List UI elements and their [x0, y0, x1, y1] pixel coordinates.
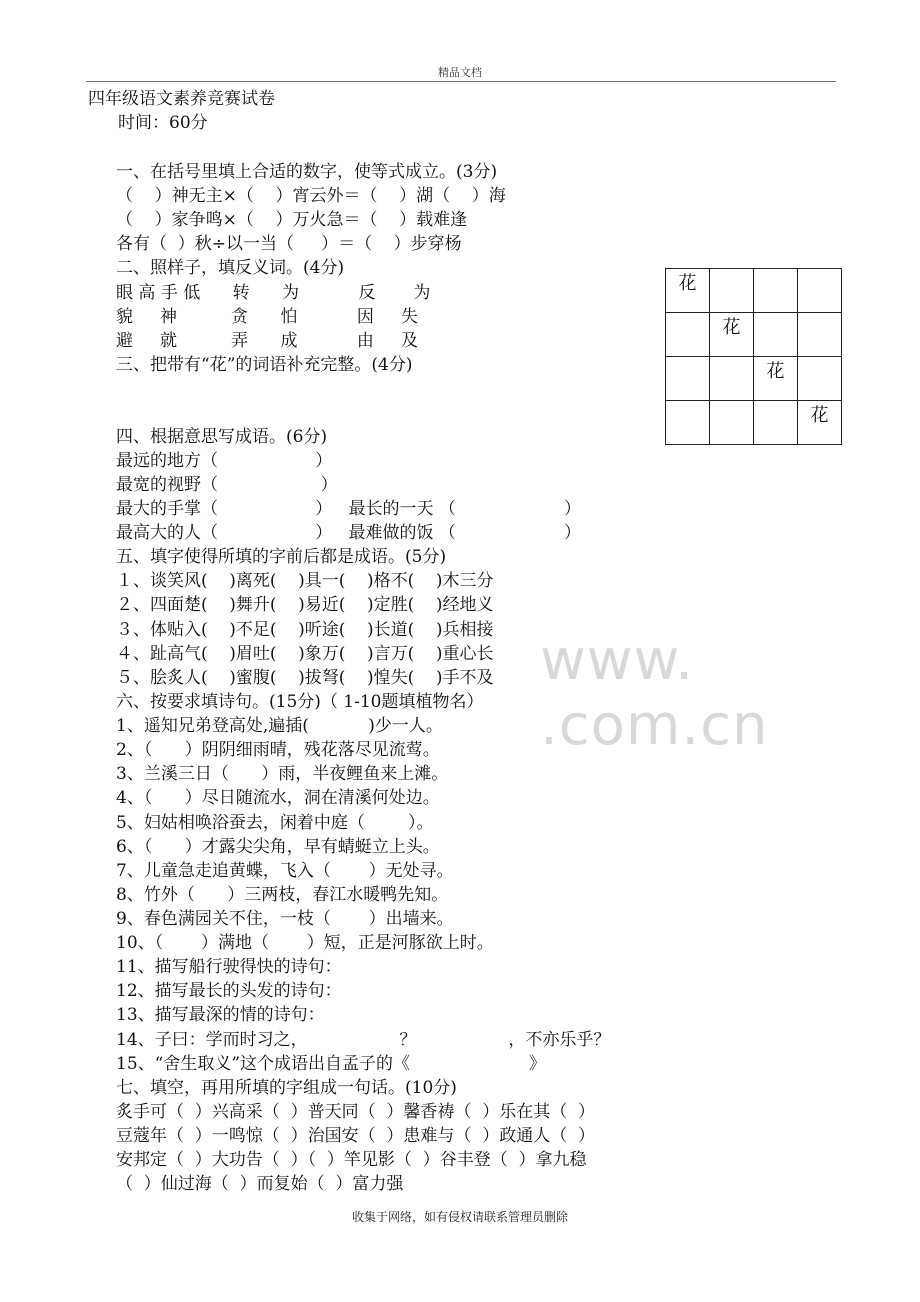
text-line: ４、趾高气( )眉吐( )象万( )言万( )重心长	[116, 644, 494, 664]
grid-row	[666, 269, 842, 313]
grid-cell	[710, 269, 754, 313]
grid-cell: 花	[666, 269, 710, 313]
text-line: 1、遥知兄弟登高处,遍插( )少一人。	[116, 716, 443, 736]
text-line: 3、兰溪三日（ ）雨，半夜鲤鱼来上滩。	[116, 764, 449, 784]
text-line: 2、（ ）阴阴细雨晴，残花落尽见流莺。	[116, 740, 440, 760]
text-line: 15、“舍生取义”这个成语出自孟子的《 》	[116, 1054, 546, 1074]
text-line: ３、体贴入( )不足( )听途( )长道( )兵相接	[116, 620, 494, 640]
text-line: （ ）仙过海（ ）而复始（ ）富力强	[116, 1174, 404, 1194]
text-line: 二、照样子，填反义词。(4分)	[116, 258, 345, 278]
flower-grid	[665, 268, 842, 445]
text-line: 五、填字使得所填的字前后都是成语。(5分)	[116, 547, 447, 567]
text-line: 13、描写最深的情的诗句：	[116, 1005, 325, 1025]
text-line: 六、按要求填诗句。(15分)（ 1-10题填植物名）	[116, 692, 484, 712]
text-line: 10、（ ）满地（ ）短，正是河豚欲上时。	[116, 933, 494, 953]
text-line: （ ）家争鸣×（ ）万火急＝（ ）载难逢	[116, 210, 468, 230]
grid-cell: 花	[710, 313, 754, 357]
grid-cell	[710, 401, 754, 445]
text-line: １、谈笑风( )离死( )具一( )格不( )木三分	[116, 571, 494, 591]
text-line: 一、在括号里填上合适的数字，使等式成立。(3分)	[116, 162, 498, 182]
grid-cell	[754, 401, 798, 445]
text-line: 豆蔻年（ ）一鸣惊（ ）治国安（ ）患难与（ ）政通人（ ）	[116, 1126, 596, 1146]
text-line: 4、（ ）尽日随流水，洞在清溪何处边。	[116, 788, 440, 808]
text-line: 12、描写最长的头发的诗句：	[116, 981, 342, 1001]
grid-cell	[666, 357, 710, 401]
text-line: 各有（ ）秋÷以一当（ ）＝（ ）步穿杨	[116, 234, 462, 254]
text-line: ２、四面楚( )舞升( )易近( )定胜( )经地义	[116, 595, 494, 615]
grid-cell: 花	[798, 401, 842, 445]
text-line: 7、儿童急走追黄蝶，飞入（ ）无处寻。	[116, 861, 454, 881]
text-line: 最宽的视野（ ）	[116, 475, 338, 495]
grid-row	[666, 401, 842, 445]
grid-cell	[754, 269, 798, 313]
grid-cell: 花	[754, 357, 798, 401]
text-line: 11、描写船行驶得快的诗句：	[116, 957, 342, 977]
text-line: 时间：60分	[118, 113, 208, 133]
grid-cell	[666, 401, 710, 445]
grid-row	[666, 357, 842, 401]
grid-row	[666, 313, 842, 357]
text-line: 三、把带有“花”的词语补充完整。(4分)	[116, 355, 413, 375]
text-line: 8、竹外（ ）三两枝，春江水暖鸭先知。	[116, 885, 449, 905]
grid-cell	[710, 357, 754, 401]
grid-cell	[798, 357, 842, 401]
header-rule	[86, 81, 836, 82]
watermark: www. .com.cn	[540, 628, 769, 758]
text-line: 四、根据意思写成语。(6分)	[116, 427, 328, 447]
page-header: 精品文档	[438, 66, 482, 79]
text-line: 避 就 弄 成 由 及	[116, 331, 418, 351]
text-line: 14、子曰：学而时习之， ？ ，不亦乐乎？	[116, 1030, 611, 1050]
grid-cell	[798, 313, 842, 357]
text-line: 最高大的人（ ） 最难做的饭 （ ）	[116, 523, 581, 543]
text-line: 安邦定（ ）大功告（ ）（ ）竿见影（ ）谷丰登（ ）拿九稳	[116, 1150, 587, 1170]
grid-cell	[798, 269, 842, 313]
text-line: 最大的手掌（ ） 最长的一天 （ ）	[116, 499, 581, 519]
text-line: 9、春色满园关不住，一枝（ ）出墙来。	[116, 909, 454, 929]
text-line: （ ）神无主×（ ）宵云外＝（ ）湖（ ）海	[116, 186, 506, 206]
text-line: ５、脍炙人( )蜜腹( )拔弩( )惶失( )手不及	[116, 668, 494, 688]
text-line: 炙手可（ ）兴高采（ ）普天同（ ）馨香祷（ ）乐在其（ ）	[116, 1102, 596, 1122]
grid-cell	[666, 313, 710, 357]
page-footer: 收集于网络，如有侵权请联系管理员删除	[351, 1210, 568, 1224]
text-line: 最远的地方（ ）	[116, 451, 333, 471]
text-line: 四年级语文素养竞赛试卷	[88, 89, 275, 109]
text-line: 6、（ ）才露尖尖角，早有蜻蜓立上头。	[116, 837, 440, 857]
grid-cell	[754, 313, 798, 357]
text-line: 5、妇姑相唤浴蚕去，闲着中庭（ ）。	[116, 813, 434, 833]
text-line: 貌 神 贪 怕 因 失	[116, 307, 418, 327]
text-line: 七、填空，再用所填的字组成一句话。(10分)	[116, 1078, 457, 1098]
text-line: 眼 高 手 低 转 为 反 为	[116, 283, 431, 303]
